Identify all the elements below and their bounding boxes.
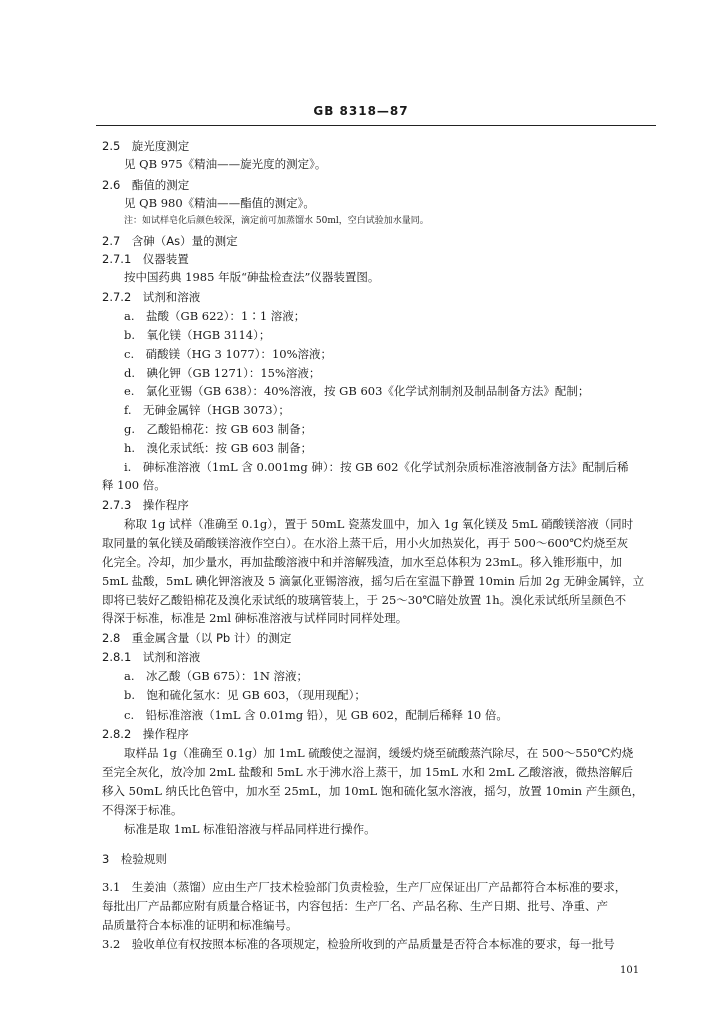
- text-line: 即将已装好乙酸铅棉花及溴化汞试纸的玻璃管装上，于 25～30℃暗处放置 1h。溴化汞试纸所呈颜色不: [102, 593, 627, 607]
- section-2-8-2-heading: 2.8.2 操作程序: [102, 727, 189, 741]
- standard-header: GB 8318—87: [313, 104, 409, 118]
- section-2-7-1-heading: 2.7.1 仪器装置: [102, 252, 189, 266]
- text-line: 3.1 生姜油（蒸馏）应由生产厂技术检验部门负责检验，生产厂应保证出厂产品都符合本标准的要求，: [102, 880, 627, 894]
- list-item: c. 硝酸镁（HG 3 1077）：10%溶液；: [124, 347, 333, 361]
- list-item: g. 乙酸铅棉花：按 GB 603 制备；: [124, 422, 313, 436]
- section-2-7-2-heading: 2.7.2 试剂和溶液: [102, 290, 201, 304]
- section-2-8-heading: 2.8 重金属含量（以 Pb 计）的测定: [102, 631, 292, 645]
- text-line: 取同量的氧化镁及硝酸镁溶液作空白）。在水浴上蒸干后，用小火加热炭化，再于 500～600℃灼烧至灰: [102, 536, 629, 550]
- section-2-6-heading: 2.6 酯值的测定: [102, 178, 190, 192]
- text-line: 移入 50mL 纳氏比色管中，加水至 25mL，加 10mL 饱和硫化氢水溶液，摇匀，放置 10min 产生颜色，: [102, 784, 644, 798]
- text-line: 见 QB 975《精油——旋光度的测定》。: [124, 157, 327, 171]
- page-number: 101: [620, 965, 640, 976]
- section-2-5-heading: 2.5 旋光度测定: [102, 139, 190, 153]
- text-line: 5mL 盐酸，5mL 碘化钾溶液及 5 滴氯化亚锡溶液，摇匀后在室温下静置 10min 后加 2g 无砷金属锌，立: [102, 574, 645, 588]
- text-line: 每批出厂产品都应附有质量合格证书，内容包括：生产厂名、产品名称、生产日期、批号、净重、产: [102, 899, 608, 913]
- list-item: i. 砷标准溶液（1mL 含 0.001mg 砷）：按 GB 602《化学试剂杂质标准溶液制备方法》配制后稀: [124, 460, 629, 474]
- text-line: 得深于标准，标准是 2ml 砷标准溶液与试样同时同样处理。: [102, 611, 408, 625]
- text-line: 3.2 验收单位有权按照本标准的各项规定，检验所收到的产品质量是否符合本标准的要求，每一批号: [102, 937, 615, 951]
- list-item: e. 氯化亚锡（GB 638）：40%溶液，按 GB 603《化学试剂制剂及制品制备方法》配制；: [124, 384, 590, 398]
- header-rule: [96, 125, 656, 126]
- list-item: h. 溴化汞试纸：按 GB 603 制备；: [124, 441, 313, 455]
- section-2-8-1-heading: 2.8.1 试剂和溶液: [102, 650, 201, 664]
- list-item: d. 碘化钾（GB 1271）：15%溶液；: [124, 366, 321, 380]
- list-item: b. 氧化镁（HGB 3114）；: [124, 328, 271, 342]
- text-line: 按中国药典 1985 年版“砷盐检查法”仪器装置图。: [124, 270, 380, 284]
- section-3-heading: 3 检验规则: [102, 852, 167, 866]
- note-line: 注：如试样皂化后颜色较深，滴定前可加蒸馏水 50ml，空白试验加水量同。: [124, 216, 429, 226]
- text-line: 标准是取 1mL 标准铅溶液与样品同样进行操作。: [124, 822, 376, 836]
- text-line: 取样品 1g（准确至 0.1g）加 1mL 硫酸使之湿润，缓缓灼烧至硫酸蒸汽除尽，在 500～550℃灼烧: [124, 746, 634, 760]
- list-item: a. 盐酸（GB 622）：1∶1 溶液；: [124, 309, 306, 323]
- text-line: 称取 1g 试样（准确至 0.1g），置于 50mL 瓷蒸发皿中，加入 1g 氧化镁及 5mL 硝酸镁溶液（同时: [124, 517, 634, 531]
- text-line: 至完全灰化，放冷加 2mL 盐酸和 5mL 水于沸水浴上蒸干，加 15mL 水和 2mL 乙酸溶液，微热溶解后: [102, 765, 633, 779]
- list-item: b. 饱和硫化氢水：见 GB 603，（现用现配）；: [124, 688, 366, 702]
- list-item: f. 无砷金属锌（HGB 3073）；: [124, 403, 290, 417]
- text-line: 品质量符合本标准的证明和标准编号。: [102, 918, 298, 932]
- text-line: 化完全。冷却，加少量水，再加盐酸溶液中和并溶解残渣，加水至总体积为 23mL。移入锥形瓶中，加: [102, 555, 622, 569]
- text-line: 见 QB 980《精油——酯值的测定》。: [124, 196, 315, 210]
- list-item: c. 铅标准溶液（1mL 含 0.01mg 铅），见 GB 602，配制后稀释 10 倍。: [124, 708, 508, 722]
- text-line: 释 100 倍。: [102, 478, 166, 492]
- text-line: 不得深于标准。: [102, 803, 183, 817]
- list-item: a. 冰乙酸（GB 675）：1N 溶液；: [124, 669, 309, 683]
- section-2-7-heading: 2.7 含砷（As）量的测定: [102, 234, 238, 248]
- section-2-7-3-heading: 2.7.3 操作程序: [102, 498, 189, 512]
